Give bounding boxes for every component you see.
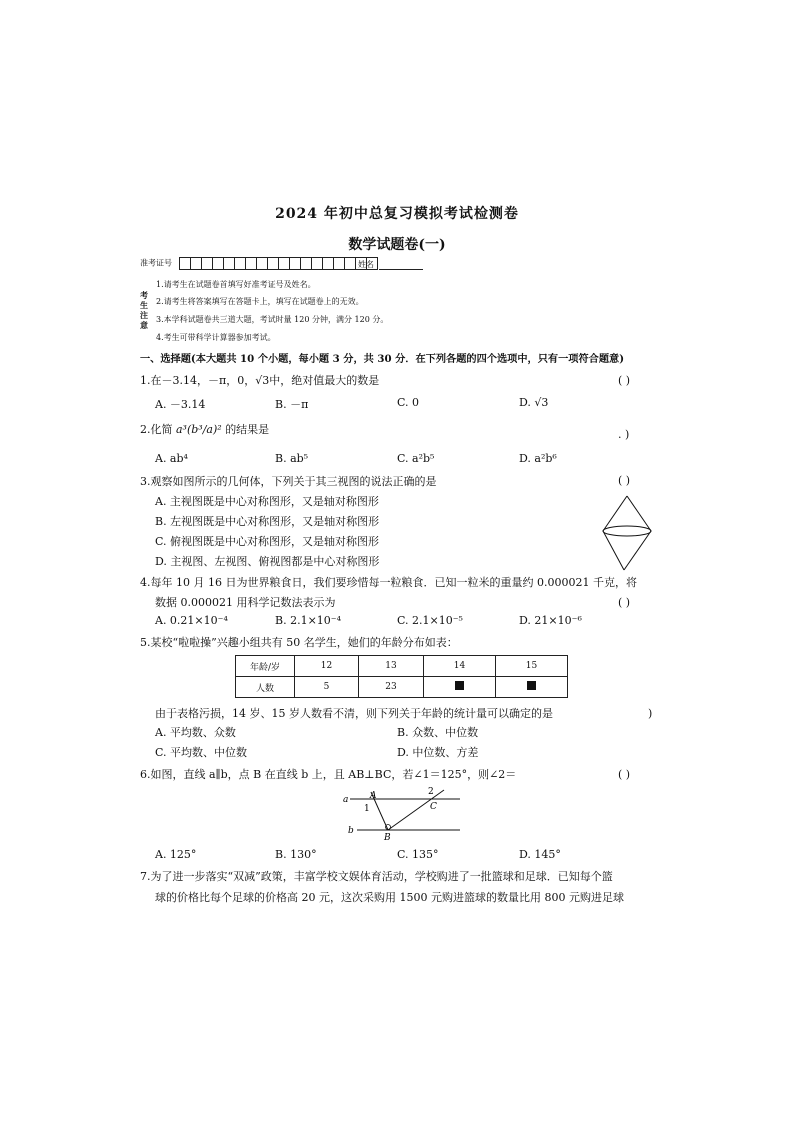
question-2-suffix: 的结果是 (225, 423, 270, 436)
table-header-cell: 年龄/岁 (236, 656, 295, 677)
smudged-cell (496, 677, 568, 698)
option-d: D. 21×10⁻⁶ (519, 614, 582, 627)
answer-paren: ( ) (618, 768, 631, 781)
table-cell: 13 (359, 656, 424, 677)
option-c: C. 平均数、中位数 (155, 746, 248, 759)
table-cell: 5 (295, 677, 359, 698)
option-a: A. 平均数、众数 (155, 726, 236, 739)
table-cell: 14 (424, 656, 496, 677)
question-4-line2: 数据 0.000021 用科学记数法表示为 (155, 596, 336, 609)
option-d: D. 主视图、左视图、俯视图都是中心对称图形 (155, 555, 380, 568)
option-d: D. √3 (519, 396, 549, 409)
exam-id-boxes (179, 257, 377, 270)
option-a: A. 125° (155, 848, 197, 861)
label-point-c: C (430, 802, 437, 812)
answer-paren: ( ) (618, 374, 631, 387)
age-table (235, 655, 568, 698)
table-cell: 23 (359, 677, 424, 698)
answer-paren: . ) (618, 428, 630, 441)
label-point-a: A (370, 791, 377, 801)
label-a: a (343, 795, 349, 805)
option-a: A. ab⁴ (155, 452, 188, 465)
question-2-stem (140, 421, 269, 437)
label-angle-2: 2 (428, 787, 434, 797)
section-heading: 一、选择题(本大题共 10 个小题，每小题 3 分，共 30 分．在下列各题的四个选项中，只有一项符合题意) (140, 353, 625, 365)
exam-id-row (140, 257, 377, 270)
exam-title: 2024 年初中总复习模拟考试检测卷 (275, 206, 519, 222)
name-label: 姓名 (358, 260, 374, 269)
question-6-stem: 6.如图，直线 a∥b，点 B 在直线 b 上，且 AB⊥BC，若∠1＝125°，则∠2＝ (140, 768, 517, 781)
math-expression: a³(b³/a)² (176, 423, 222, 436)
option-c: C. 135° (397, 848, 439, 861)
smudged-cell (424, 677, 496, 698)
label-point-b: B (384, 833, 391, 842)
option-b: B. ab⁵ (275, 452, 309, 465)
table-row (236, 656, 568, 677)
table-row (236, 677, 568, 698)
name-blank (379, 260, 423, 270)
question-7-line2: 球的价格比每个足球的价格高 20 元，这次采购用 1500 元购进篮球的数量比用 800 元购进足球 (155, 891, 624, 904)
table-header-cell: 人数 (236, 677, 295, 698)
parallel-lines-figure (340, 784, 464, 842)
option-a: A. －3.14 (155, 398, 206, 411)
question-1-stem: 1.在－3.14，－π，0，√3中，绝对值最大的数是 (140, 374, 380, 387)
option-d: D. 145° (519, 848, 561, 861)
answer-paren: ) (648, 707, 653, 720)
option-b: B. 130° (275, 848, 317, 861)
name-row (358, 259, 423, 270)
notice-item: 1.请考生在试题卷首填写好准考证号及姓名。 (156, 280, 316, 289)
option-c: C. 俯视图既是中心对称图形，又是轴对称图形 (155, 535, 380, 548)
option-b: B. 众数、中位数 (397, 726, 479, 739)
option-c: C. 0 (397, 396, 420, 409)
paper-subtitle: 数学试题卷(一) (348, 237, 446, 253)
option-b: B. 左视图既是中心对称图形，又是轴对称图形 (155, 515, 380, 528)
option-b: B. －π (275, 398, 309, 411)
notice-item: 2.请考生将答案填写在答题卡上，填写在试题卷上的无效。 (156, 297, 364, 306)
question-5-stem: 5.某校“啦啦操”兴趣小组共有 50 名学生，她们的年龄分布如表： (140, 636, 458, 649)
smudge-mark (527, 681, 536, 690)
question-3-stem: 3.观察如图所示的几何体，下列关于其三视图的说法正确的是 (140, 475, 437, 488)
table-cell: 12 (295, 656, 359, 677)
answer-paren: ( ) (618, 474, 631, 487)
option-a: A. 0.21×10⁻⁴ (155, 614, 228, 627)
question-5-followup: 由于表格污损，14 岁、15 岁人数看不清，则下列关于年龄的统计量可以确定的是 (155, 707, 553, 720)
option-c: C. a²b⁵ (397, 452, 435, 465)
smudge-mark (455, 681, 464, 690)
label-b: b (348, 826, 354, 836)
table-cell: 15 (496, 656, 568, 677)
notice-item: 4.考生可带科学计算器参加考试。 (156, 333, 276, 342)
notice-side-label: 考生注意 (140, 290, 148, 330)
notice-item: 3.本学科试题卷共三道大题，考试时量 120 分钟，满分 120 分。 (156, 315, 389, 324)
option-d: D. 中位数、方差 (397, 746, 479, 759)
option-c: C. 2.1×10⁻⁵ (397, 614, 463, 627)
answer-paren: ( ) (618, 596, 631, 609)
label-angle-1: 1 (364, 804, 370, 814)
exam-id-label: 准考证号 (140, 258, 172, 268)
question-2-prefix: 2.化简 (140, 423, 173, 436)
option-d: D. a²b⁶ (519, 452, 557, 465)
option-a: A. 主视图既是中心对称图形，又是轴对称图形 (155, 495, 379, 508)
option-b: B. 2.1×10⁻⁴ (275, 614, 341, 627)
question-4-line1: 4.每年 10 月 16 日为世界粮食日，我们要珍惜每一粒粮食．已知一粒米的重量约 0.000021 千克，将 (140, 576, 637, 589)
double-cone-figure (598, 494, 658, 574)
question-7-line1: 7.为了进一步落实“双减”政策，丰富学校文娱体育活动，学校购进了一批篮球和足球．已知每个篮 (140, 870, 613, 883)
